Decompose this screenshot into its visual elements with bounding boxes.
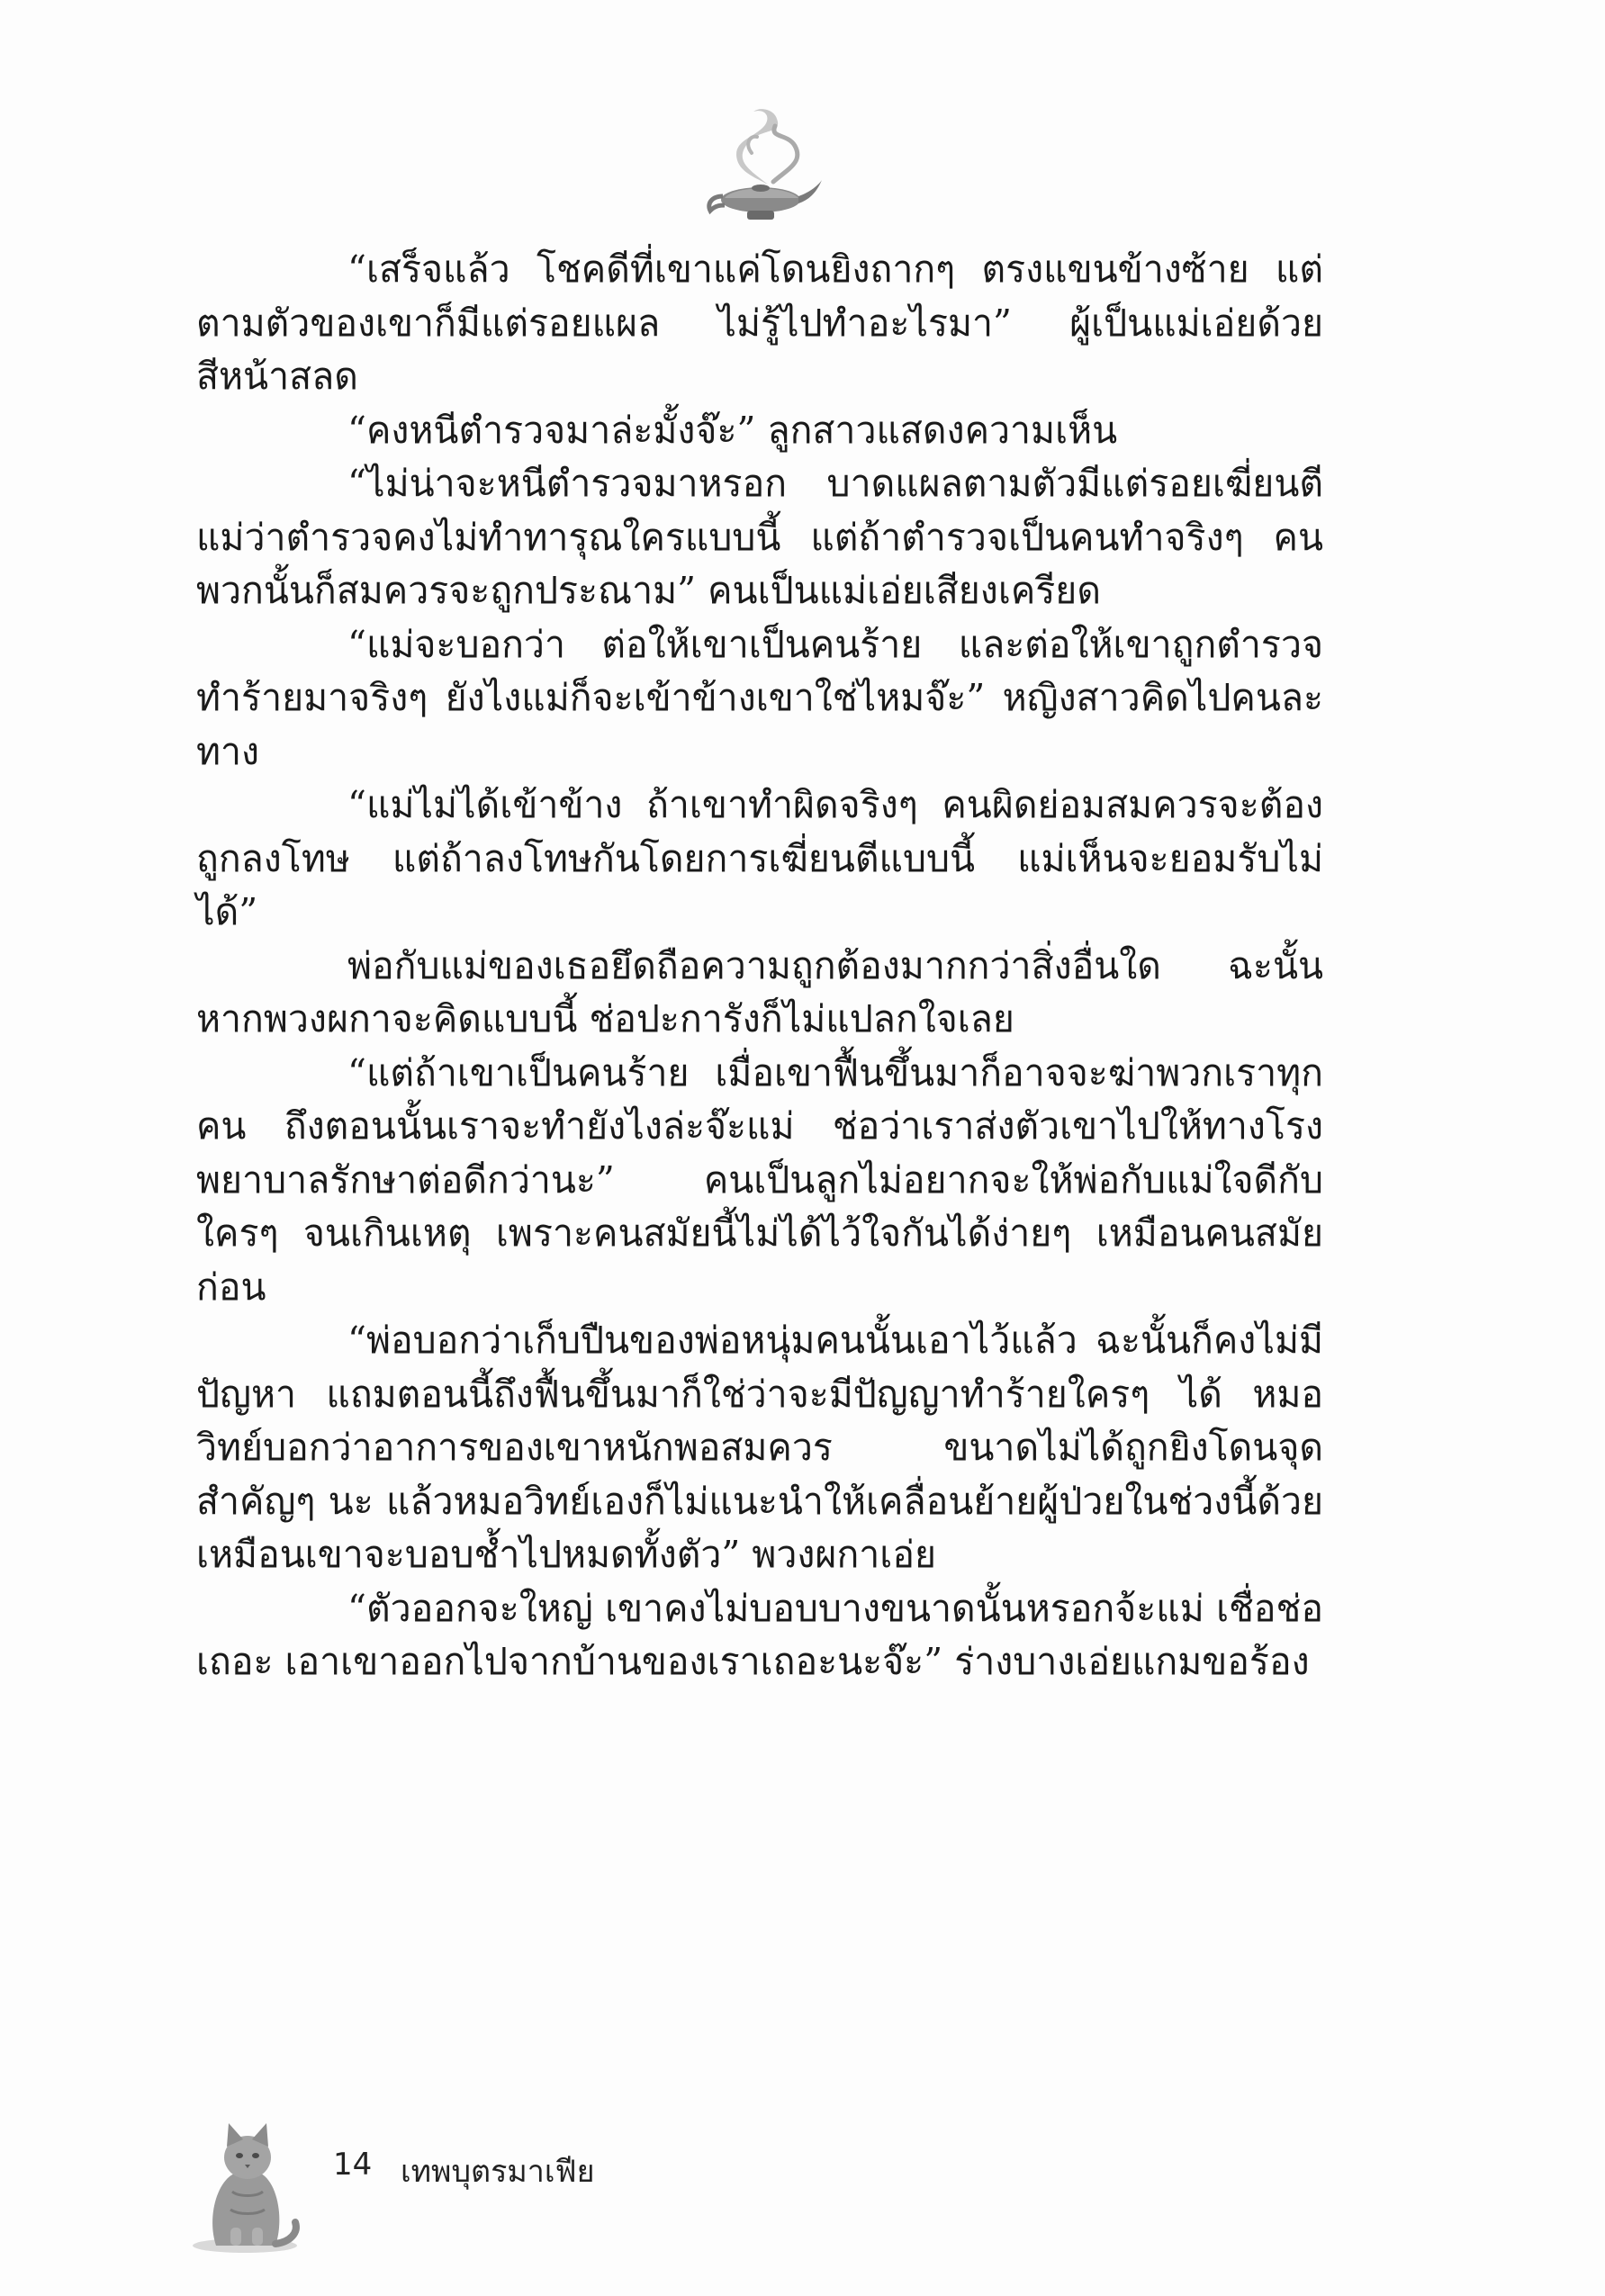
paragraph: “ไม่น่าจะหนีตำรวจมาหรอก บาดแผลตามตัวมีแต่รอยเฆี่ยนตี แม่ว่าตำรวจคงไม่ทำทารุณใครแบบนี้ แต่ถ้าตำรวจเป็นคนทำจริงๆ คนพวกนั้นก็สมควรจะถูกประณาม” คนเป็นแม่เอ่ยเสียงเครียด	[196, 462, 1323, 612]
body-text	[196, 243, 1323, 1689]
paragraph: “คงหนีตำรวจมาล่ะมั้งจ๊ะ” ลูกสาวแสดงความเห็น	[347, 408, 1118, 452]
paragraph: พ่อกับแม่ของเธอยึดถือความถูกต้องมากกว่าสิ่งอื่นใด ฉะนั้นหากพวงผกาจะคิดแบบนี้ ช่อปะการังก็ไม่แปลกใจเลย	[196, 943, 1323, 1040]
paragraph: “ตัวออกจะใหญ่ เขาคงไม่บอบบางขนาดนั้นหรอกจ้ะแม่ เชื่อช่อเถอะ เอาเขาออกไปจากบ้านของเราเถอะนะจ๊ะ” ร่างบางเอ่ยแกมขอร้อง	[196, 1586, 1323, 1683]
page-footer	[189, 2111, 819, 2255]
paragraph: “แม่จะบอกว่า ต่อให้เขาเป็นคนร้าย และต่อให้เขาถูกตำรวจทำร้ายมาจริงๆ ยังไงแม่ก็จะเข้าข้างเขาใช่ไหมจ๊ะ” หญิงสาวคิดไปคนละทาง	[196, 622, 1323, 773]
paragraph: “เสร็จแล้ว โชคดีที่เขาแค่โดนยิงถากๆ ตรงแขนข้างซ้าย แต่ตามตัวของเขาก็มีแต่รอยแผล ไม่รู้ไปทำอะไรมา” ผู้เป็นแม่เอ่ยด้วยสีหน้าสลด	[196, 248, 1323, 398]
cat-icon	[189, 2111, 306, 2255]
page-number: 14	[333, 2147, 373, 2183]
book-title: เทพบุตรมาเฟีย	[401, 2154, 595, 2190]
paragraph: “แม่ไม่ได้เข้าข้าง ถ้าเขาทำผิดจริงๆ คนผิดย่อมสมควรจะต้องถูกลงโทษ แต่ถ้าลงโทษกันโดยการเฆี่ยนตีแบบนี้ แม่เห็นจะยอมรับไม่ได้”	[196, 783, 1323, 933]
genie-lamp-icon	[698, 99, 824, 234]
paragraph: “แต่ถ้าเขาเป็นคนร้าย เมื่อเขาฟื้นขึ้นมาก็อาจจะฆ่าพวกเราทุกคน ถึงตอนนั้นเราจะทำยังไงล่ะจ๊ะแม่ ช่อว่าเราส่งตัวเขาไปให้ทางโรงพยาบาลรักษาต่อดีกว่านะ” คนเป็นลูกไม่อยากจะให้พ่อกับแม่ใจดีกับใครๆ จนเกินเหตุ เพราะคนสมัยนี้ไม่ได้ไว้ใจกันได้ง่ายๆ เหมือนคนสมัยก่อน	[196, 1050, 1323, 1309]
paragraph: “พ่อบอกว่าเก็บปืนของพ่อหนุ่มคนนั้นเอาไว้แล้ว ฉะนั้นก็คงไม่มีปัญหา แถมตอนนี้ถึงฟื้นขึ้นมาก็ใช่ว่าจะมีปัญญาทำร้ายใครๆ ได้ หมอวิทย์บอกว่าอาการของเขาหนักพอสมควร ขนาดไม่ได้ถูกยิงโดนจุดสำคัญๆ นะ แล้วหมอวิทย์เองก็ไม่แนะนำให้เคลื่อนย้ายผู้ป่วยในช่วงนี้ด้วย เหมือนเขาจะบอบช้ำไปหมดทั้งตัว” พวงผกาเอ่ย	[196, 1319, 1323, 1576]
